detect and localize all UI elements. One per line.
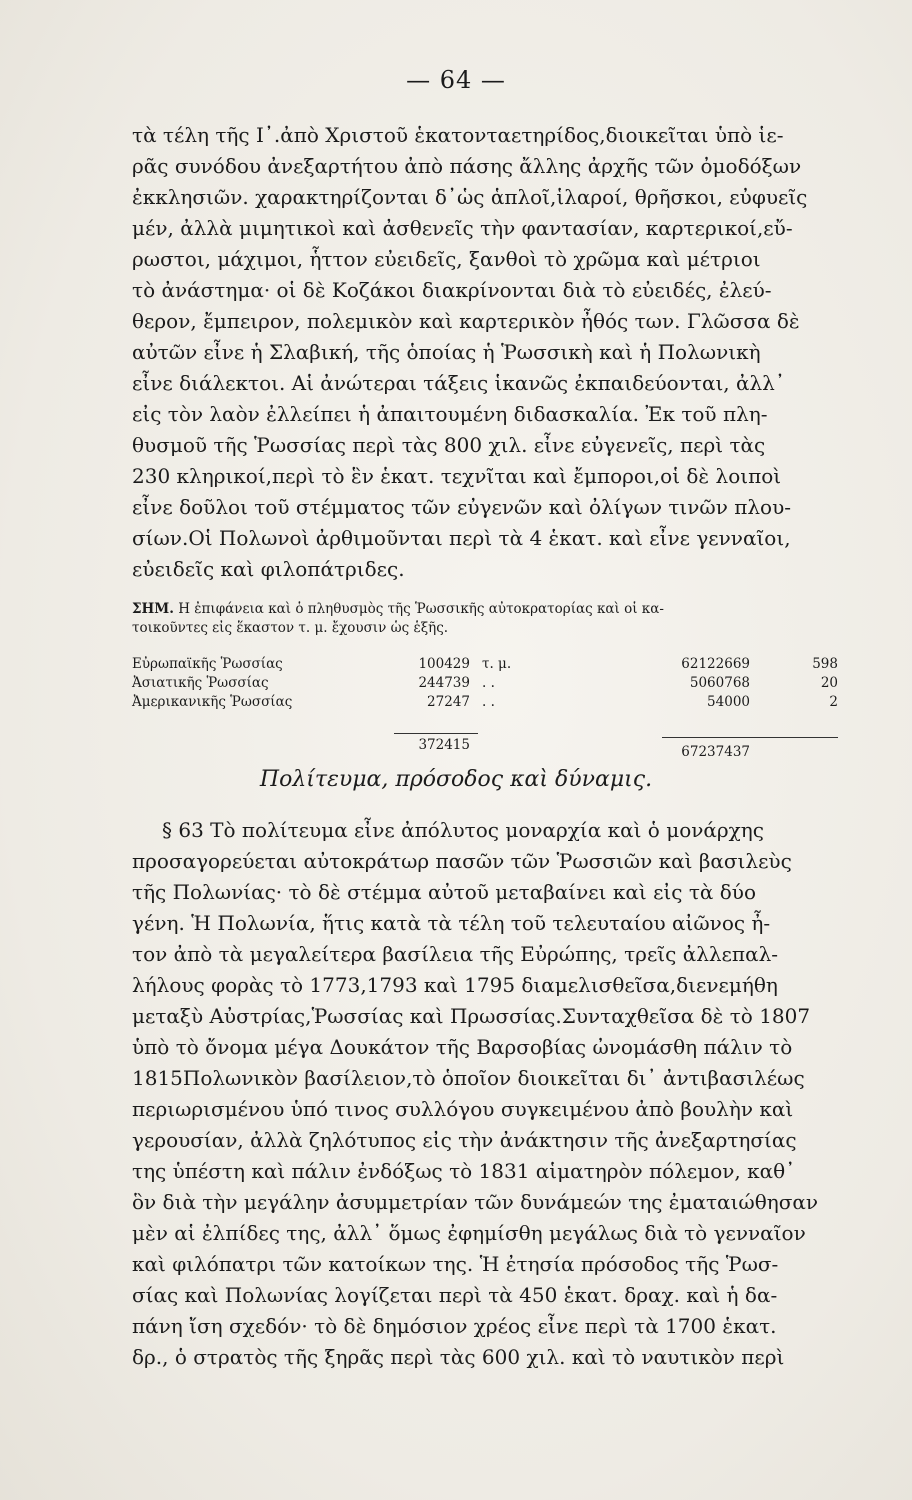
text-line: σίας καὶ Πολωνίας λογίζεται περὶ τὰ 450 ἑκατ. δραχ. καὶ ἡ δα- — [132, 1283, 778, 1307]
text-line: τὸ ἀνάστημα· οἱ δὲ Κοζάκοι διακρίνονται διὰ τὸ εὐειδές, ἐλεύ- — [132, 278, 772, 302]
text-line: μὲν αἱ ἐλπίδες της, ἀλλ᾽ ὅμως ἐφημίσθη μεγάλως διὰ τὸ γενναῖον — [132, 1221, 806, 1245]
area-value: 244739 — [418, 675, 470, 691]
density-value: 20 — [820, 675, 838, 691]
population-value: 54000 — [707, 694, 750, 710]
text-line: § 63 Τὸ πολίτευμα εἶνε ἀπόλυτος μοναρχία καὶ ὁ μονάρχης — [162, 818, 764, 842]
text-line: ρᾶς συνόδου ἀνεξαρτήτου ἀπὸ πάσης ἄλλης ἀρχῆς τῶν ὀμοδόξων — [132, 154, 802, 178]
text-line: 230 κληρικοί,περὶ τὸ ἓν ἑκατ. τεχνῖται καὶ ἔμποροι,οἱ δὲ λοιποὶ — [132, 464, 782, 488]
region-label: Ἀσιατικῆς Ῥωσσίας — [132, 675, 269, 691]
text-line: ρωστοι, μάχιμοι, ἧττον εὐειδεῖς, ξανθοὶ τὸ χρῶμα καὶ μέτριοι — [132, 247, 761, 271]
table-row — [132, 656, 848, 675]
area-value: 100429 — [418, 656, 470, 672]
area-unit: . . — [482, 694, 495, 710]
page-number: — 64 — — [406, 66, 506, 94]
text-line: γερουσίαν, ἀλλὰ ζηλότυπος εἰς τὴν ἀνάκτησιν τῆς ἀνεξαρτησίας — [132, 1128, 797, 1152]
text-line: 1815Πολωνικὸν βασίλειον,τὸ ὁποῖον διοικεῖται δι᾽ ἀντιβασιλέως — [132, 1066, 805, 1090]
text-line: λήλους φορὰς τὸ 1773,1793 καὶ 1795 διαμελισθεῖσα,διενεμήθη — [132, 973, 778, 997]
text-line: εὐειδεῖς καὶ φιλοπάτριδες. — [132, 557, 405, 581]
text-line: καὶ φιλόπατρι τῶν κατοίκων της. Ἡ ἐτησία πρόσοδος τῆς Ῥωσ- — [132, 1252, 779, 1276]
text-line: γένη. Ἡ Πολωνία, ἥτις κατὰ τὰ τέλη τοῦ τελευταίου αἰῶνος ἦ- — [132, 911, 771, 935]
text-line: ὑπὸ τὸ ὄνομα μέγα Δουκάτον τῆς Βαρσοβίας ὠνομάσθη πάλιν τὸ — [132, 1035, 793, 1059]
population-value: 62122669 — [681, 656, 750, 672]
text-line: θερον, ἔμπειρον, πολεμικὸν καὶ καρτερικὸν ἦθός των. Γλῶσσα δὲ — [132, 309, 800, 333]
text-line: εἰς τὸν λαὸν ἐλλείπει ἡ ἀπαιτουμένη διδασκαλία. Ἐκ τοῦ πλη- — [132, 402, 768, 426]
table-row — [132, 694, 848, 713]
section-heading: Πολίτευμα, πρόσοδος καὶ δύναμις. — [259, 767, 653, 792]
text-line: μέν, ἀλλὰ μιμητικοὶ καὶ ἀσθενεῖς τὴν φαντασίαν, καρτερικοί,εὔ- — [132, 216, 793, 240]
text-line: εἶνε δοῦλοι τοῦ στέμματος τῶν εὐγενῶν καὶ ὀλίγων τινῶν πλου- — [132, 495, 792, 519]
area-unit: . . — [482, 675, 495, 691]
note-text: Η ἐπιφάνεια καὶ ὁ πληθυσμὸς τῆς Ῥωσσικῆς αὐτοκρατορίας καὶ οἱ κα- — [173, 601, 664, 617]
text-line: τῆς Πολωνίας· τὸ δὲ στέμμα αὐτοῦ μεταβαίνει καὶ εἰς τὰ δύο — [132, 880, 757, 904]
statistics-table — [132, 656, 848, 760]
region-label: Ἀμερικανικῆς Ῥωσσίας — [132, 694, 293, 710]
population-value: 5060768 — [689, 675, 750, 691]
text-line: θυσμοῦ τῆς Ῥωσσίας περὶ τὰς 800 χιλ. εἶνε εὐγενεῖς, περὶ τὰς — [132, 433, 766, 457]
density-value: 2 — [829, 694, 838, 710]
text-line: της ὑπέστη καὶ πάλιν ἐνδόξως τὸ 1831 αἱματηρὸν πόλεμον, καθ᾽ — [132, 1159, 796, 1183]
table-row — [132, 675, 848, 694]
text-line: εἶνε διάλεκτοι. Αἱ ἀνώτεραι τάξεις ἱκανῶς ἐκπαιδεύονται, ἀλλ᾽ — [132, 371, 785, 395]
paragraph-government — [132, 815, 852, 1373]
sum-rule — [662, 737, 838, 738]
footnote — [132, 600, 848, 638]
region-label: Εὐρωπαϊκῆς Ῥωσσίας — [132, 656, 283, 672]
total-population: 67237437 — [681, 744, 750, 760]
text-line: δρ., ὁ στρατὸς τῆς ξηρᾶς περὶ τὰς 600 χιλ. καὶ τὸ ναυτικὸν περὶ — [132, 1345, 785, 1369]
area-unit: τ. μ. — [482, 656, 512, 672]
text-line: προσαγορεύεται αὐτοκράτωρ πασῶν τῶν Ῥωσσιῶν καὶ βασιλεὺς — [132, 849, 792, 873]
total-area: 372415 — [418, 737, 470, 753]
density-value: 598 — [812, 656, 838, 672]
text-line: τον ἀπὸ τὰ μεγαλείτερα βασίλεια τῆς Εὐρώπης, τρεῖς ἀλλεπαλ- — [132, 942, 779, 966]
area-value: 27247 — [427, 694, 470, 710]
note-line — [132, 600, 848, 619]
text-line: αὐτῶν εἶνε ἡ Σλαβική, τῆς ὁποίας ἡ Ῥωσσικὴ καὶ ἡ Πολωνικὴ — [132, 340, 761, 364]
paragraph-population — [132, 120, 852, 585]
text-line: σίων.Οἱ Πολωνοὶ ἀρθιμοῦνται περὶ τὰ 4 ἑκατ. καὶ εἶνε γενναῖοι, — [132, 526, 791, 550]
text-line: περιωρισμένου ὑπό τινος συλλόγου συγκειμένου ἀπὸ βουλὴν καὶ — [132, 1097, 794, 1121]
note-line: τοικοῦντες εἰς ἕκαστον τ. μ. ἔχουσιν ὡς ἑξῆς. — [132, 620, 449, 636]
text-line: ἐκκλησιῶν. χαρακτηρίζονται δ᾽ὡς ἁπλοῖ,ἱλαροί, θρῆσκοι, εὐφυεῖς — [132, 185, 808, 209]
text-line: τὰ τέλη τῆς Ι᾽.ἀπὸ Χριστοῦ ἑκατονταετηρίδος,διοικεῖται ὑπὸ ἱε- — [132, 123, 784, 147]
note-lead: ΣΗΜ. — [132, 601, 174, 617]
text-line: ὃν διὰ τὴν μεγάλην ἀσυμμετρίαν τῶν δυνάμεών της ἐματαιώθησαν — [132, 1190, 819, 1214]
text-line: μεταξὺ Αὐστρίας,Ῥωσσίας καὶ Πρωσσίας.Συνταχθεῖσα δὲ τὸ 1807 — [132, 1004, 811, 1028]
text-line: πάνη ἴση σχεδόν· τὸ δὲ δημόσιον χρέος εἶνε περὶ τὰ 1700 ἑκατ. — [132, 1314, 777, 1338]
sum-rule — [394, 733, 478, 734]
